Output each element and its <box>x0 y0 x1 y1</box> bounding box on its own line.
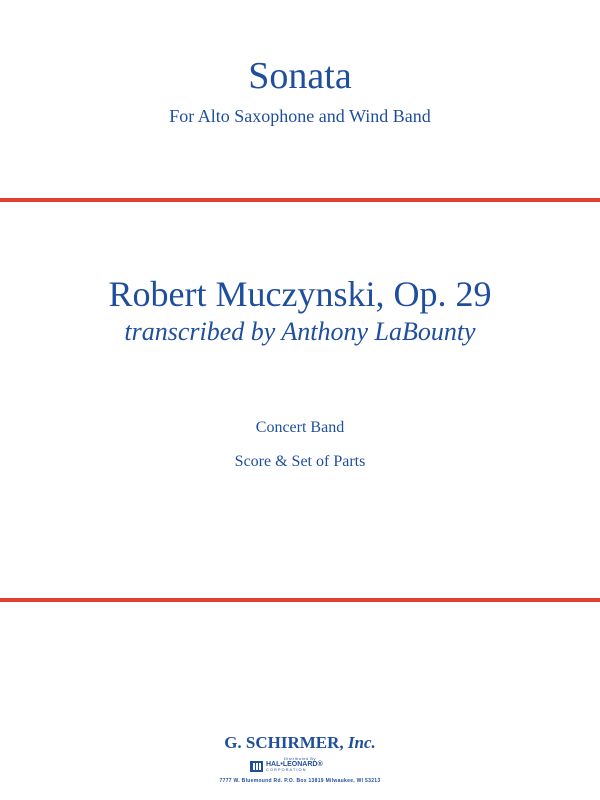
distributor-block <box>0 756 600 772</box>
distributor-name: HAL•LEONARD® <box>266 760 323 768</box>
hal-leonard-wordmark <box>266 761 323 772</box>
distributed-by-label: Distributed By <box>284 756 316 761</box>
publisher-suffix: Inc. <box>347 733 376 752</box>
ensemble-label: Concert Band <box>255 419 345 436</box>
bottom-red-rule <box>0 598 600 602</box>
score-title: Sonata <box>248 55 352 97</box>
transcriber-line: transcribed by Anthony LaBounty <box>124 317 476 346</box>
contents-label: Score & Set of Parts <box>234 453 366 470</box>
distributor-address: 7777 W. Bluemound Rd. P.O. Box 13819 Milwaukee, WI 53213 <box>219 778 381 784</box>
hal-leonard-icon <box>250 761 263 772</box>
top-red-rule <box>0 198 600 202</box>
distributor-corp: CORPORATION <box>266 766 307 772</box>
publisher-name-text: G. SCHIRMER, <box>224 733 344 752</box>
hal-leonard-logo <box>250 760 350 772</box>
publisher-name <box>0 733 600 753</box>
score-subtitle: For Alto Saxophone and Wind Band <box>169 106 431 126</box>
composer-line: Robert Muczynski, Op. 29 <box>108 274 492 314</box>
